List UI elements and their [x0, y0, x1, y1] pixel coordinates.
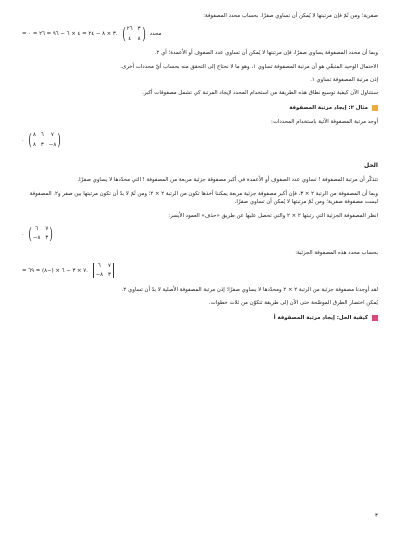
matrix1 — [27, 131, 63, 149]
matrix-cell: −٨ — [48, 141, 57, 148]
paragraph: سنتناول الآن كيفية توسيع نطاق هذه الطريقة من استخدام المحدد لإيجاد المرتبة كي تشمل مصفوفات أكبر. — [142, 90, 378, 97]
matrix2-display — [22, 225, 378, 243]
matrix-cell: −٨ — [95, 272, 104, 279]
determinant-equation-2 — [22, 262, 378, 280]
orange-square-marker-icon — [372, 105, 378, 111]
det1-label: محدد — [149, 31, 162, 38]
paragraph: أوجد مرتبة المصفوفة الآتية باستخدام المحددات: — [271, 119, 378, 125]
right-paren: ) — [49, 223, 54, 243]
det2-result: = ٧ × ٣ − ٦ × (−٨) = ٦٩. — [22, 267, 88, 274]
page-number: ٣ — [375, 513, 378, 520]
matrix-cell: ٣ — [108, 272, 111, 279]
matrix-cell: ٢٦ — [126, 26, 133, 33]
matrix2 — [27, 225, 55, 243]
paragraph: وبما أن المصفوفة من الرتبة ٢ × ٣، فإن أكبر مصفوفة جزئية مربعة يمكننا أخذها تكون من الرتبة ٢ × ٢؛ ومن ثَمّ لا بدّ أن تكون مرتبتها بين صفر و٢. المصفوفة ليست مصفوفة صفرية؛ ومن ثَمّ مرتبتها لا يُمكن أن تساوي صفرًا. — [29, 190, 378, 206]
matrix-cell: ٦ — [97, 263, 101, 270]
right-paren: ) — [141, 24, 146, 44]
example-heading — [22, 104, 378, 112]
matrix-cell: ٦ — [35, 225, 39, 232]
determinant-equation-1 — [22, 25, 378, 43]
paragraph: تتذكّر أن مرتبة المصفوفة ! تساوي عدد الصفوف أو الأعمدة في أكبر مصفوفة جزئية مربعة من المصفوفة ! التي محدّدها لا يساوي صفرًا. — [77, 177, 378, 184]
det-bar-right — [113, 263, 114, 278]
paragraph: الاحتمال الوحيد المتبقّي هو أن مرتبة المصفوفة تساوي ١، وهو ما لا نحتاج إلى التحقق منه بحساب أيّ محددات أخرى. — [120, 63, 378, 70]
solution-title: الحل — [364, 162, 378, 170]
det1-result: = ٣ × ٨ − ٢٤ = ٤ × ٦ − ٩٦ = ٢٦ = ٠. — [22, 31, 118, 38]
matrix-cell: ٤ — [128, 35, 132, 42]
paragraph: لقد أوجدنا مصفوفة جزئية من الرتبة ٢ × ٢ ومحدّدها لا يساوي صفرًا؛ إذن مرتبة المصفوفة الأصلية لا بدّ أن تساوي ٢. — [121, 286, 378, 293]
paragraph: صفرية؛ ومن ثَمّ فإن مرتبتها لا يُمكن أن تساوي صفرًا. بحساب محدد المصفوفة: — [203, 13, 378, 19]
det2-matrix — [91, 262, 116, 280]
paragraph: وبما أن محدد المصفوفة يساوي صفرًا، فإن مرتبتها لا يُمكن أن تساوي عدد الصفوف أو الأعمدة؛ أي ٢. — [154, 50, 378, 57]
howto-heading-text: كيفية الحل: إيجاد مرتبة المصفوفة أ — [273, 314, 368, 321]
matrix-cell: ٣ — [40, 141, 44, 148]
paragraph: بحساب محدد هذه المصفوفة الجزئية: — [295, 249, 378, 256]
matrix-cell: ٧ — [45, 225, 49, 232]
left-paren: ( — [121, 24, 126, 44]
det2-grid — [96, 262, 111, 280]
paragraph: إذن مرتبة المصفوفة تساوي ١. — [310, 76, 378, 83]
example-heading-text: مثال ٢: إيجاد مرتبة المصفوفة — [289, 104, 368, 111]
matrix1-grid — [33, 131, 56, 149]
matrix-cell: ٣ — [45, 235, 49, 242]
pink-square-marker-icon — [372, 315, 378, 321]
right-paren: ) — [57, 130, 62, 150]
matrix-cell: ٨ — [32, 141, 36, 148]
left-paren: ( — [28, 223, 32, 243]
left-paren: ( — [28, 130, 32, 150]
matrix1-display — [22, 131, 378, 149]
paragraph: يُمكن اختصار الطرق الموضّحة حتى الآن إلى طريقة تتكوّن من ثلاث خطوات. — [208, 300, 378, 307]
matrix-cell: ٨ — [137, 35, 141, 42]
matrix-cell: ٣ — [137, 26, 141, 33]
matrix-cell: ٧ — [51, 132, 54, 139]
matrix2-grid — [33, 225, 48, 243]
matrix-cell: ٧ — [108, 263, 111, 270]
det1-matrix — [121, 25, 147, 43]
det1-grid — [127, 25, 141, 43]
paragraph: انظر المصفوفة الجزئية التي رتبتها ٢ × ٢ والتي تحصل عليها عن طريق «حذف» العمود الأيسر: — [168, 212, 378, 219]
det-bar-left — [93, 263, 94, 278]
howto-heading — [22, 314, 378, 322]
matrix2-suffix: . — [22, 230, 24, 237]
matrix-cell: ٦ — [40, 132, 44, 139]
matrix-cell: ٨ — [32, 132, 36, 139]
matrix1-suffix: . — [22, 137, 24, 144]
matrix-cell: −٨ — [32, 235, 41, 242]
